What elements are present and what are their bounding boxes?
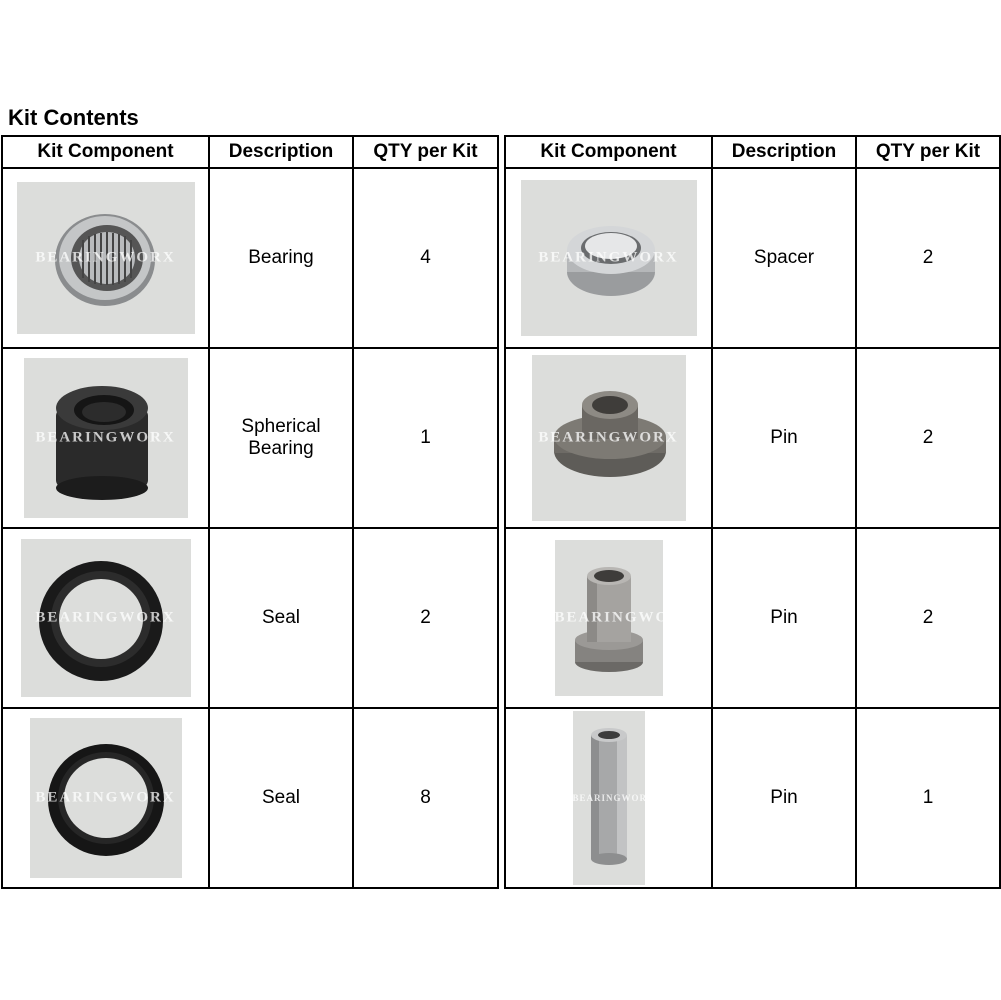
description-cell: Spherical Bearing [209, 348, 353, 528]
description-cell: Bearing [209, 168, 353, 348]
qty-cell: 2 [856, 348, 1000, 528]
description-cell: Seal [209, 528, 353, 708]
header-kit-component: Kit Component [2, 136, 209, 168]
table-row [505, 168, 1000, 348]
kit-table-left [1, 135, 499, 889]
watermark: BEARINGWORX [35, 789, 176, 806]
flanged-pin-icon [532, 355, 686, 521]
table-row [505, 708, 1000, 888]
flanged-sleeve-pin-icon [554, 540, 695, 696]
spacer-icon [521, 180, 697, 336]
table-row [2, 168, 498, 348]
table-row [505, 348, 1000, 528]
table-row [2, 708, 498, 888]
qty-cell: 1 [856, 708, 1000, 888]
qty-cell: 8 [353, 708, 498, 888]
header-qty: QTY per Kit [856, 136, 1000, 168]
page-title: Kit Contents [8, 105, 139, 130]
table-row [2, 528, 498, 708]
watermark: BEARINGWORX [538, 429, 679, 446]
header-description: Description [209, 136, 353, 168]
description-cell: Pin [712, 528, 856, 708]
qty-cell: 1 [353, 348, 498, 528]
watermark: BEARINGWORX [554, 609, 695, 626]
header-description: Description [712, 136, 856, 168]
watermark: BEARINGWORX [35, 429, 176, 446]
description-cell: Spacer [712, 168, 856, 348]
qty-cell: 4 [353, 168, 498, 348]
header-kit-component: Kit Component [505, 136, 712, 168]
watermark: BEARINGWORX [35, 609, 176, 626]
long-tube-pin-icon [572, 711, 655, 885]
description-cell: Pin [712, 348, 856, 528]
qty-cell: 2 [856, 528, 1000, 708]
seal-icon [21, 539, 191, 697]
watermark: BEARINGWORX [572, 793, 655, 803]
description-cell: Seal [209, 708, 353, 888]
needle-bearing-icon [17, 182, 195, 334]
spherical-bearing-icon [24, 358, 188, 518]
table-row [505, 528, 1000, 708]
kit-table-right [504, 135, 1001, 889]
header-qty: QTY per Kit [353, 136, 498, 168]
description-cell: Pin [712, 708, 856, 888]
table-row [2, 348, 498, 528]
watermark: BEARINGWORX [35, 249, 176, 266]
watermark: BEARINGWORX [538, 249, 679, 266]
qty-cell: 2 [353, 528, 498, 708]
seal-icon [30, 718, 182, 878]
qty-cell: 2 [856, 168, 1000, 348]
